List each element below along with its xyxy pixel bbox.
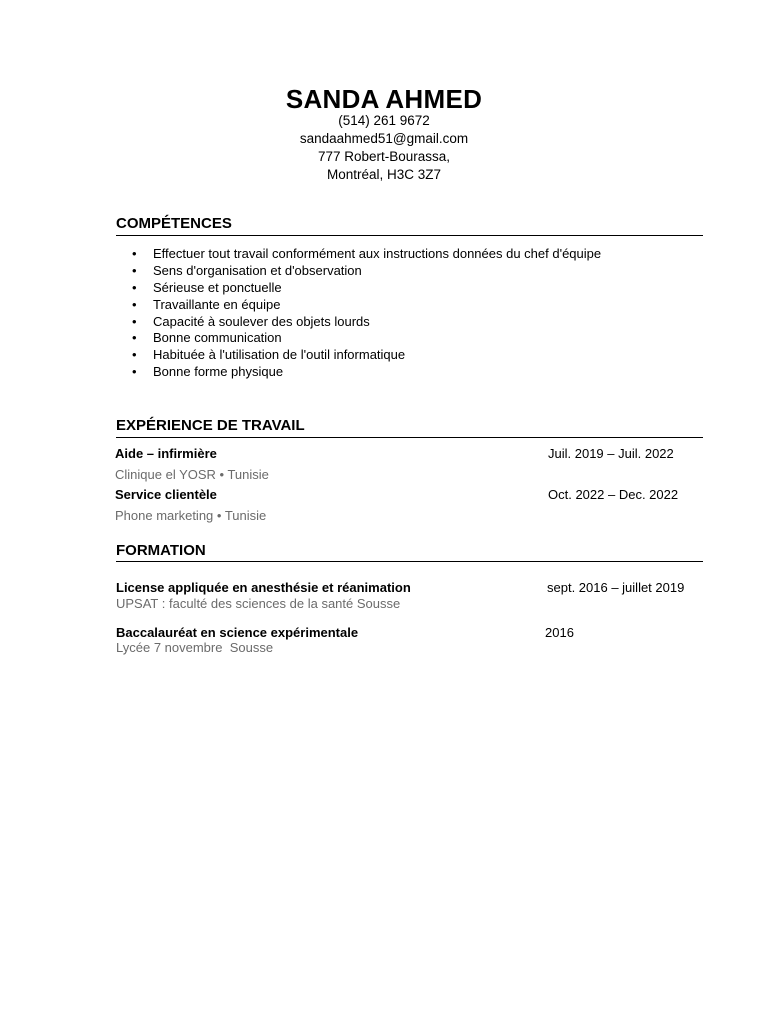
bullet: •	[132, 347, 137, 363]
section-divider	[116, 437, 703, 438]
skill-text: Bonne forme physique	[153, 364, 284, 380]
degree-title: License appliquée en anesthésie et réanimation	[116, 580, 411, 595]
skill-text: Habituée à l'utilisation de l'outil informatique	[153, 347, 406, 363]
candidate-name: SANDA AHMED	[285, 84, 483, 114]
degree-dates: 2016	[545, 625, 574, 640]
bullet: •	[132, 279, 137, 295]
school-name: UPSAT : faculté des sciences de la santé Sousse	[116, 596, 401, 611]
list-item	[132, 364, 601, 381]
address-line-2: Montréal, H3C 3Z7	[326, 167, 442, 182]
job-title: Service clientèle	[115, 487, 217, 502]
bullet: •	[132, 330, 137, 346]
bullet: •	[132, 313, 137, 329]
list-item	[132, 263, 601, 280]
list-item	[132, 246, 601, 263]
job-title: Aide – infirmière	[115, 446, 217, 461]
phone-number: (514) 261 9672	[338, 113, 430, 128]
bullet: •	[132, 262, 137, 278]
degree-title: Baccalauréat en science expérimentale	[116, 625, 359, 640]
section-divider	[116, 561, 703, 562]
skills-section-title: COMPÉTENCES	[116, 215, 232, 232]
skill-text: Effectuer tout travail conformément aux instructions données du chef d'équipe	[153, 246, 602, 261]
degree-dates: sept. 2016 – juillet 2019	[547, 580, 685, 595]
job-place: Phone marketing • Tunisie	[115, 508, 267, 523]
list-item	[132, 347, 601, 364]
address-line-1: 777 Robert-Bourassa,	[317, 149, 451, 164]
skill-text: Sérieuse et ponctuelle	[153, 279, 282, 295]
education-section-title: FORMATION	[116, 542, 206, 559]
email-address: sandaahmed51@gmail.com	[299, 131, 469, 146]
school-name: Lycée 7 novembre Sousse	[116, 640, 274, 655]
skill-text: Sens d'organisation et d'observation	[153, 262, 362, 278]
experience-section-title: EXPÉRIENCE DE TRAVAIL	[116, 417, 305, 434]
skill-text: Capacité à soulever des objets lourds	[153, 313, 370, 329]
job-dates: Juil. 2019 – Juil. 2022	[548, 446, 674, 461]
job-dates: Oct. 2022 – Dec. 2022	[548, 487, 679, 502]
list-item	[132, 280, 601, 297]
job-place: Clinique el YOSR • Tunisie	[115, 467, 269, 482]
bullet: •	[132, 246, 137, 261]
skill-text: Bonne communication	[153, 330, 282, 346]
bullet: •	[132, 364, 137, 380]
list-item	[132, 330, 601, 347]
list-item	[132, 297, 601, 314]
bullet: •	[132, 296, 137, 312]
skill-text: Travaillante en équipe	[153, 296, 281, 312]
list-item	[132, 314, 601, 331]
skills-list	[132, 246, 601, 381]
section-divider	[116, 235, 703, 236]
